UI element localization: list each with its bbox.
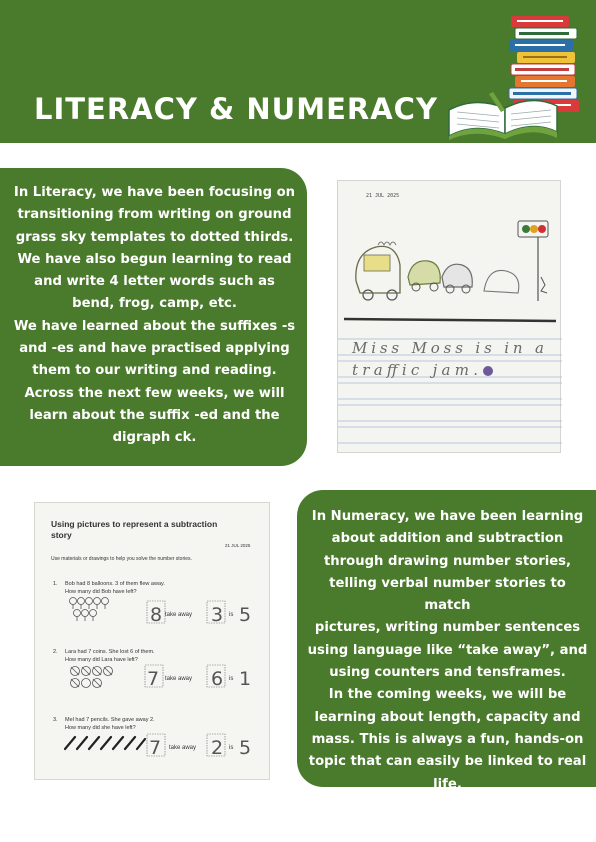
writing-date: 21 JUL 2025 [366,193,400,199]
numeracy-line: topic that can easily be linked to real [308,754,587,770]
writing-sentence-line1: Miss Moss is in a [352,339,544,357]
student-writing-photo [337,180,561,453]
writing-sentence-line2: traffic jam. [352,361,478,379]
literacy-line: We have also begun learning to read [17,251,292,267]
literacy-line: them to our writing and reading. [32,363,277,379]
is-label: is [229,612,234,618]
question-number: 2. [53,649,58,655]
q3-subtrahend: 2 [211,737,224,759]
numeracy-line: life. [433,776,462,792]
question-line2: How many did Bob have left? [65,589,137,595]
worksheet-date: 21 JUL 2025 [225,543,251,548]
numeracy-text [307,506,588,796]
question-number: 3. [53,717,58,723]
worksheet-title-line2: story [51,530,72,540]
literacy-line: and write 4 letter words such as [34,274,275,290]
numeracy-line: In Numeracy, we have been learning [311,509,584,524]
header-banner [0,0,596,143]
numeracy-line: telling verbal number stories to match [329,575,566,614]
coins-drawing [71,667,113,688]
page-title: LITERACY & NUMERACY [34,92,438,126]
q1-minuend: 8 [150,604,163,626]
literacy-line: Across the next few weeks, we will [24,385,285,401]
numeracy-line: In the coming weeks, we will be [328,687,567,703]
numeracy-line: using counters and tensframes. [329,665,566,681]
worksheet-photo [34,502,270,780]
literacy-line: bend, frog, camp, etc. [72,296,237,312]
numeracy-panel [297,490,596,792]
question-line1: Lara had 7 coins. She lost 6 of them. [65,649,155,655]
literacy-line: and -es and have practised applying [19,341,290,357]
q3-answer: 5 [239,737,252,759]
literacy-line: grass sky templates to dotted thirds. [15,229,294,245]
writing-page-drawing [338,181,562,454]
take-away-label: take away [165,612,193,618]
worksheet-drawing [35,503,271,781]
take-away-label: take away [169,745,197,751]
question-number: 1. [53,581,58,587]
q2-answer: 1 [239,668,252,690]
numeracy-line: about addition and subtraction [331,531,564,547]
numeracy-line: pictures, writing number sentences [314,620,581,636]
q1-subtrahend: 3 [211,604,224,626]
take-away-label: take away [165,676,193,682]
balloons-drawing [70,598,109,622]
question-line1: Bob had 8 balloons. 3 of them flew away. [65,581,165,587]
literacy-line: We have learned about the suffixes -s [13,318,296,334]
is-label: is [229,676,234,682]
worksheet-title-line1: Using pictures to represent a subtraction [51,519,218,529]
literacy-text [12,182,297,450]
literacy-line: digraph ck. [112,430,197,446]
books-stack-icon [445,8,591,140]
question-line1: Mel had 7 pencils. She gave away 2. [65,717,155,723]
numeracy-line: mass. This is always a fun, hands-on [311,731,584,747]
q3-minuend: 7 [149,737,162,759]
pencils-drawing [65,737,145,749]
numeracy-line: learning about length, capacity and [314,709,581,725]
is-label: is [229,745,234,751]
q2-minuend: 7 [147,668,160,690]
question-line2: How many did Lara have left? [65,657,138,663]
literacy-line: transitioning from writing on ground [17,207,292,223]
q1-answer: 5 [239,604,252,626]
worksheet-instructions: Use materials or drawings to help you solve the number stories. [51,556,192,562]
q2-subtrahend: 6 [211,668,224,690]
stamp-mark [483,366,493,376]
literacy-panel [0,168,307,466]
literacy-line: In Literacy, we have been focusing on [13,185,296,200]
numeracy-line: using language like “take away”, and [307,642,588,658]
numeracy-line: through drawing number stories, [323,553,572,569]
question-line2: How many did she have left? [65,725,136,731]
literacy-line: learn about the suffix -ed and the [29,407,280,423]
